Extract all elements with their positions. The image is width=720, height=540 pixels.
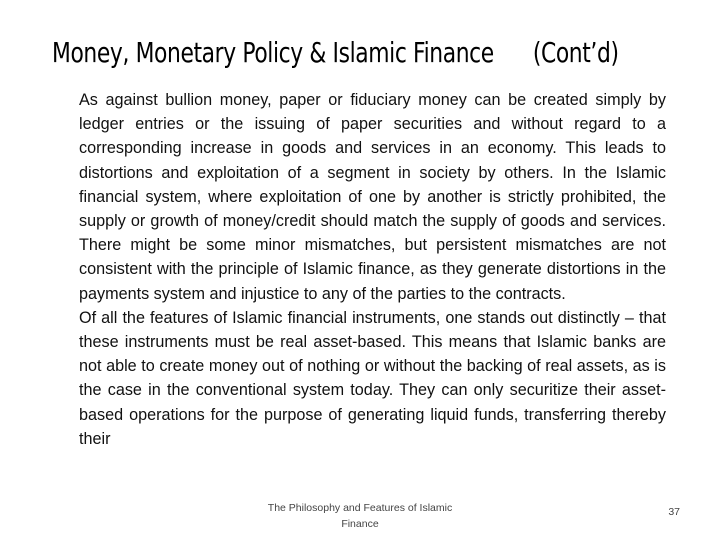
- slide-title-continued: (Cont’d): [532, 36, 619, 69]
- slide-title: [52, 28, 619, 78]
- footer-text: The Philosophy and Features of Islamic Finance: [267, 502, 453, 530]
- body-paragraph-1: As against bullion money, paper or fiduciary money can be created simply by ledger entries or the issuing of paper securities and without regard to a corresponding increase in goods and services in an economy. This leads to distortions and exploitation of a segment in society by others. In the Islamic financial system, where exploitation of one by another is strictly prohibited, the supply or growth of money/credit should match the supply of goods and services. There might be some minor mismatches, but persistent mismatches are not consistent with the principle of Islamic finance, as they generate distortions in the payments system and injustice to any of the parties to the contracts.: [79, 91, 666, 303]
- page-number: 37: [668, 506, 680, 518]
- slide-title-text: Money, Monetary Policy & Islamic Finance: [52, 36, 494, 69]
- body-paragraph-2: Of all the features of Islamic financial instruments, one stands out distinctly – that these instruments must be real asset-based. This means that Islamic banks are not able to create money out of nothing or without the backing of real assets, as is the case in the conventional system today. They can only securitize their asset-based operations for the purpose of generating liquid funds, transferring thereby their: [79, 308, 666, 448]
- slide-body: [79, 88, 666, 451]
